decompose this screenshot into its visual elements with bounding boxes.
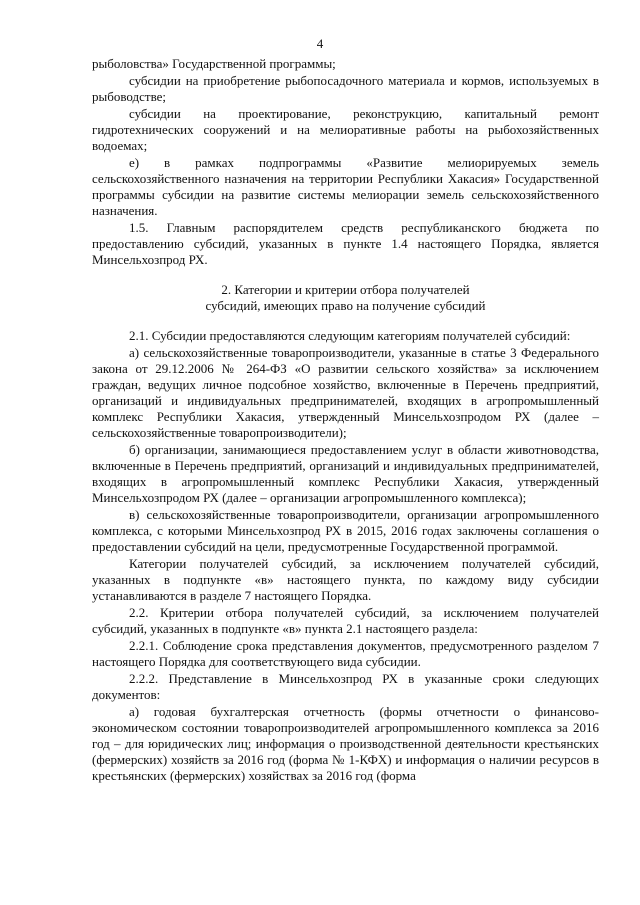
paragraph: в) сельскохозяйственные товаропроизводители, организации агропромышленного комплекса, с которыми Минсельхозпрод РХ в 2015, 2016 годах заключены соглашения о предоставлении субсидий на цели, предусмотренные Государственной программой. <box>92 507 599 554</box>
paragraph: 2.1. Субсидии предоставляются следующим категориям получателей субсидий: <box>129 328 571 343</box>
section-heading-line: 2. Категории и критерии отбора получателей <box>221 282 470 297</box>
document-body <box>92 56 599 785</box>
paragraph: субсидии на проектирование, реконструкцию, капитальный ремонт гидротехнических сооружений и на мелиоративные работы на рыбохозяйственных водоемах; <box>92 106 599 153</box>
section-heading <box>92 282 599 314</box>
paragraph: 2.2.1. Соблюдение срока представления документов, предусмотренного разделом 7 настоящего Порядка для соответствующего вида субсидии. <box>92 638 599 669</box>
paragraph: 1.5. Главным распорядителем средств республиканского бюджета по предоставлению субсидий, указанных в пункте 1.4 настоящего Порядка, является Минсельхозпрод РХ. <box>92 220 599 267</box>
paragraph: рыболовства» Государственной программы; <box>92 56 336 71</box>
paragraph: Категории получателей субсидий, за исключением получателей субсидий, указанных в подпункте «в» настоящего пункта, по каждому виду субсидии устанавливаются в разделе 7 настоящего Порядка. <box>92 556 599 603</box>
paragraph: субсидии на приобретение рыбопосадочного материала и кормов, используемых в рыбоводстве; <box>92 73 599 104</box>
paragraph: е) в рамках подпрограммы «Развитие мелиорируемых земель сельскохозяйственного назначения на территории Республики Хакасия» Государственной программы субсидии на развитие системы мелиорации земель сельскохозяйственного назначения. <box>92 155 599 218</box>
paragraph: а) сельскохозяйственные товаропроизводители, указанные в статье 3 Федерального закона от 29.12.2006 № 264-ФЗ «О развитии сельского хозяйства» за исключением граждан, ведущих личное подсобное хозяйство, включенные в Перечень предприятий, организаций и индивидуальных предпринимателей, входящих в агропромышленный комплекс Республики Хакасия, утвержденный Минсельхозпродом РХ (далее – сельскохозяйственные товаропроизводители); <box>92 345 599 440</box>
paragraph: 2.2. Критерии отбора получателей субсидий, за исключением получателей субсидий, указанных в подпункте «в» пункта 2.1 настоящего раздела: <box>92 605 599 636</box>
section-heading-line: субсидий, имеющих право на получение субсидий <box>205 298 486 313</box>
paragraph: б) организации, занимающиеся предоставлением услуг в области животноводства, включенные в Перечень предприятий, организаций и индивидуальных предпринимателей, входящих в агропромышленный комплекс Республики Хакасия, утвержденный Минсельхозпродом РХ (далее – организации агропромышленного комплекса); <box>92 442 599 505</box>
paragraph: 2.2.2. Представление в Минсельхозпрод РХ в указанные сроки следующих документов: <box>92 671 599 702</box>
paragraph: а) годовая бухгалтерская отчетность (формы отчетности о финансово-экономическом состоянии товаропроизводителей агропромышленного комплекса за 2016 год – для юридических лиц; информация о производственной деятельности крестьянских (фермерских) хозяйств за 2016 год (форма № 1-КФХ) и информация о наличии ресурсов в крестьянских (фермерских) хозяйствах за 2016 год (форма <box>92 704 599 783</box>
page-number: 4 <box>316 36 324 51</box>
